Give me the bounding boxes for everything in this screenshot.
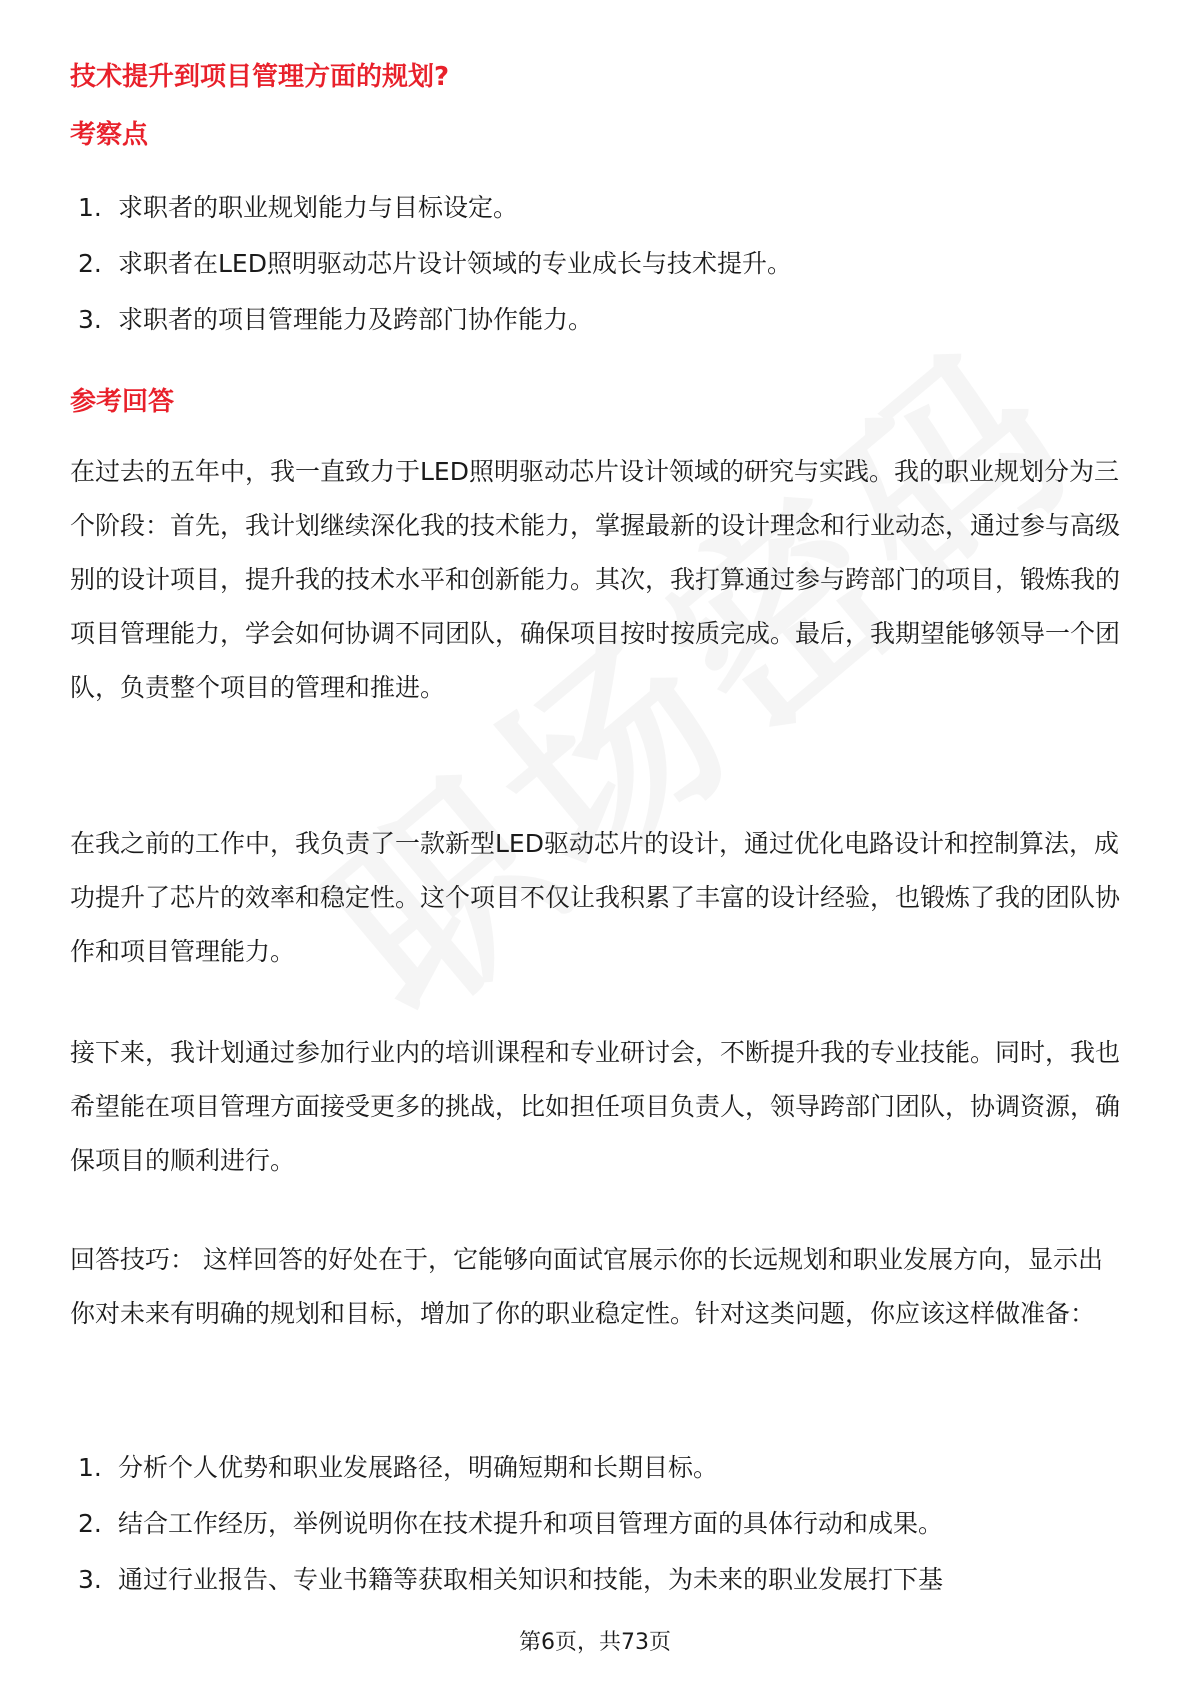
- list-item: [78, 1506, 943, 1562]
- answer-paragraph: 在我之前的工作中，我负责了一款新型LED驱动芯片的设计，通过优化电路设计和控制算法，成功提升了芯片的效率和稳定性。这个项目不仅让我积累了丰富的设计经验，也锻炼了我的团队协作和项目管理能力。: [70, 829, 1121, 966]
- list-number: 3.: [78, 305, 102, 334]
- list-text: 求职者的项目管理能力及跨部门协作能力。: [118, 305, 594, 334]
- list-number: 2.: [78, 249, 102, 278]
- prep-steps-list: [78, 1450, 943, 1618]
- list-text: 分析个人优势和职业发展路径，明确短期和长期目标。: [118, 1453, 719, 1482]
- answer-tips-paragraph: 回答技巧： 这样回答的好处在于，它能够向面试官展示你的长远规划和职业发展方向，显示出你对未来有明确的规划和目标，增加了你的职业稳定性。针对这类问题，你应该这样做准备：: [70, 1245, 1103, 1328]
- list-number: 1.: [78, 193, 102, 222]
- points-list: [78, 190, 792, 358]
- section-heading-points: 考察点: [70, 120, 149, 150]
- answer-paragraph: 在过去的五年中，我一直致力于LED照明驱动芯片设计领域的研究与实践。我的职业规划分为三个阶段：首先，我计划继续深化我的技术能力，掌握最新的设计理念和行业动态，通过参与高级别的设计项目，提升我的技术水平和创新能力。其次，我打算通过参与跨部门的项目，锻炼我的项目管理能力，学会如何协调不同团队，确保项目按时按质完成。最后，我期望能够领导一个团队，负责整个项目的管理和推进。: [70, 457, 1121, 702]
- list-number: 2.: [78, 1509, 102, 1538]
- page-number-footer: 第6页，共73页: [519, 1630, 671, 1655]
- list-text: 通过行业报告、专业书籍等获取相关知识和技能，为未来的职业发展打下基: [118, 1565, 944, 1594]
- list-text: 求职者在LED照明驱动芯片设计领域的专业成长与技术提升。: [118, 249, 792, 278]
- answer-paragraph: 接下来，我计划通过参加行业内的培训课程和专业研讨会，不断提升我的专业技能。同时，我也希望能在项目管理方面接受更多的挑战，比如担任项目负责人，领导跨部门团队，协调资源，确保项目的顺利进行。: [70, 1038, 1121, 1175]
- list-text: 结合工作经历，举例说明你在技术提升和项目管理方面的具体行动和成果。: [118, 1509, 944, 1538]
- list-item: [78, 302, 792, 358]
- section-heading-answer: 参考回答: [70, 387, 175, 417]
- list-text: 求职者的职业规划能力与目标设定。: [118, 193, 519, 222]
- list-number: 3.: [78, 1565, 102, 1594]
- list-item: [78, 246, 792, 302]
- list-item: [78, 1562, 943, 1618]
- list-number: 1.: [78, 1453, 102, 1482]
- list-item: [78, 1450, 943, 1506]
- list-item: [78, 190, 792, 246]
- question-title: 技术提升到项目管理方面的规划?: [70, 62, 450, 92]
